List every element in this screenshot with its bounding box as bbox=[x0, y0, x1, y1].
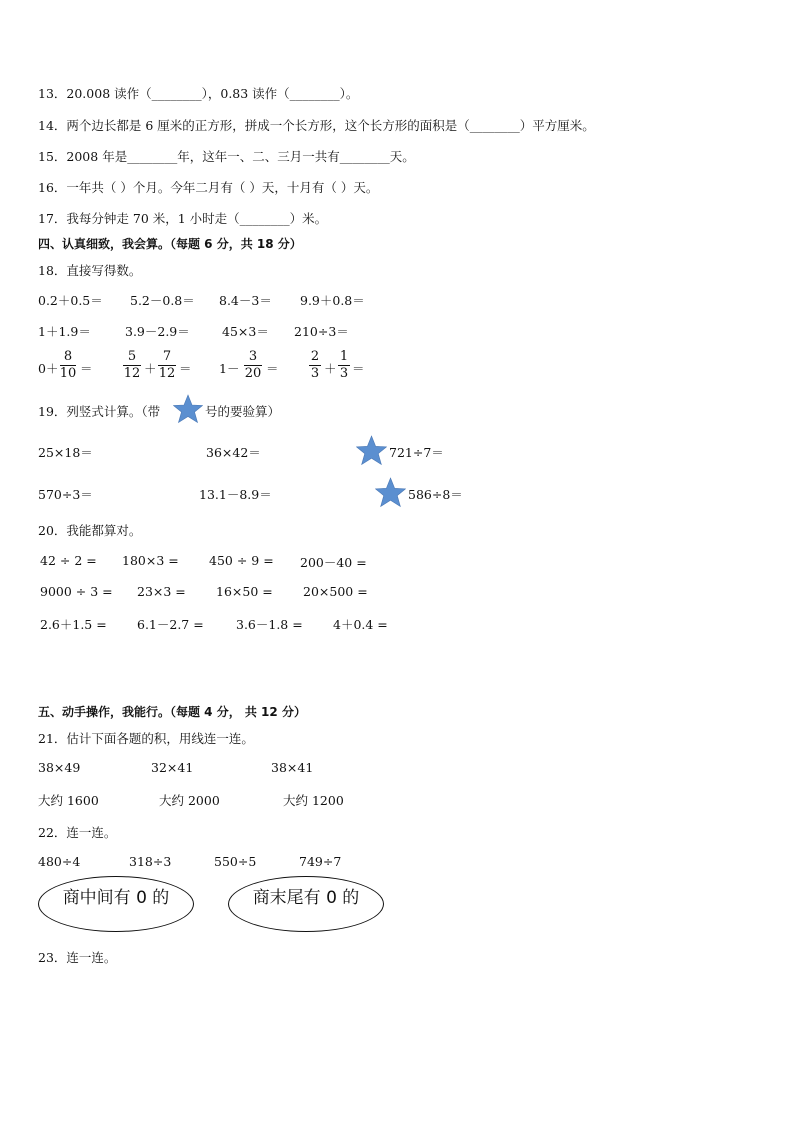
q20-r2-c4: 20×500 = bbox=[303, 584, 368, 599]
q22-expr-4: 749÷7 bbox=[299, 854, 342, 869]
q18-r1-c2: 5.2－0.8＝ bbox=[130, 293, 195, 308]
q19-r2-c1: 570÷3＝ bbox=[38, 487, 93, 502]
q18-frac4-b bbox=[337, 349, 351, 382]
star-icon bbox=[173, 394, 203, 424]
question-16: 16．一年共（ ）个月。今年二月有（ ）天，十月有（ ）天。 bbox=[38, 180, 379, 195]
denominator: 12 bbox=[123, 366, 141, 381]
q19-r2-c2: 13.1－8.9＝ bbox=[199, 487, 272, 502]
oval-label: 商中间有 0 的 bbox=[62, 887, 170, 908]
numerator: 8 bbox=[63, 349, 73, 364]
q20-r3-c2: 6.1－2.7 = bbox=[137, 617, 204, 632]
q18-frac2-suffix: ＝ bbox=[179, 361, 192, 376]
section-4-heading: 四、认真细致，我会算。（每题 6 分，共 18 分） bbox=[38, 237, 302, 251]
q19-r1-c3: 721÷7＝ bbox=[389, 445, 444, 460]
q18-frac2-op: ＋ bbox=[144, 361, 157, 376]
numerator: 2 bbox=[310, 349, 320, 364]
q18-r1-c4: 9.9＋0.8＝ bbox=[300, 293, 365, 308]
question-19-title-start: 19．列竖式计算。（带 bbox=[38, 404, 161, 419]
oval-quotient-end-zero bbox=[228, 876, 384, 932]
question-23-title: 23．连一连。 bbox=[38, 950, 117, 965]
q18-frac3-prefix: 1－ bbox=[219, 361, 240, 376]
q21-answer-3: 大约 1200 bbox=[283, 793, 344, 808]
q18-frac4-suffix: ＝ bbox=[352, 361, 365, 376]
oval-label: 商末尾有 0 的 bbox=[252, 887, 360, 908]
q19-r1-c2: 36×42＝ bbox=[206, 445, 261, 460]
q18-frac1-prefix: 0＋ bbox=[38, 361, 59, 376]
q20-r3-c3: 3.6－1.8 = bbox=[236, 617, 303, 632]
q20-r1-c1: 42 ÷ 2 = bbox=[40, 553, 97, 568]
q18-r2-c4: 210÷3＝ bbox=[294, 324, 349, 339]
q20-r1-c4: 200－40 = bbox=[300, 555, 367, 570]
q20-r2-c2: 23×3 = bbox=[137, 584, 186, 599]
q18-frac3-suffix: ＝ bbox=[266, 361, 279, 376]
q20-r1-c3: 450 ÷ 9 = bbox=[209, 553, 274, 568]
section-5-heading: 五、动手操作，我能行。（每题 4 分， 共 12 分） bbox=[38, 705, 306, 719]
numerator: 5 bbox=[127, 349, 137, 364]
q22-expr-3: 550÷5 bbox=[214, 854, 257, 869]
numerator: 3 bbox=[248, 349, 258, 364]
question-22-title: 22．连一连。 bbox=[38, 825, 117, 840]
q20-r1-c2: 180×3 = bbox=[122, 553, 179, 568]
numerator: 7 bbox=[162, 349, 172, 364]
question-13: 13．20.008 读作（________），0.83 读作（________）。 bbox=[38, 86, 359, 101]
question-17: 17．我每分钟走 70 米，1 小时走（________）米。 bbox=[38, 211, 328, 226]
question-14: 14．两个边长都是 6 厘米的正方形，拼成一个长方形，这个长方形的面积是（________）平方厘米。 bbox=[38, 118, 595, 133]
question-15: 15．2008 年是________年，这年一、二、三月一共有________天。 bbox=[38, 149, 415, 164]
q20-r2-c1: 9000 ÷ 3 = bbox=[40, 584, 113, 599]
q22-expr-1: 480÷4 bbox=[38, 854, 81, 869]
q20-r3-c1: 2.6＋1.5 = bbox=[40, 617, 107, 632]
question-19-title-end: 号的要验算） bbox=[205, 404, 281, 419]
q18-r1-c3: 8.4－3＝ bbox=[219, 293, 272, 308]
star-icon bbox=[375, 477, 406, 508]
q20-r3-c4: 4＋0.4 = bbox=[333, 617, 388, 632]
denominator: 3 bbox=[339, 366, 349, 381]
question-21-title: 21．估计下面各题的积，用线连一连。 bbox=[38, 731, 254, 746]
q20-r2-c3: 16×50 = bbox=[216, 584, 273, 599]
numerator: 1 bbox=[339, 349, 349, 364]
denominator: 12 bbox=[158, 366, 176, 381]
question-20-title: 20．我能都算对。 bbox=[38, 523, 142, 538]
q18-frac1 bbox=[59, 349, 77, 382]
q18-r1-c1: 0.2＋0.5＝ bbox=[38, 293, 103, 308]
question-18-title: 18．直接写得数。 bbox=[38, 263, 142, 278]
q22-expr-2: 318÷3 bbox=[129, 854, 172, 869]
q18-r2-c2: 3.9－2.9＝ bbox=[125, 324, 190, 339]
q18-frac1-suffix: ＝ bbox=[80, 361, 93, 376]
q21-expr-3: 38×41 bbox=[271, 760, 314, 775]
q18-r2-c1: 1＋1.9＝ bbox=[38, 324, 91, 339]
oval-quotient-middle-zero bbox=[38, 876, 194, 932]
q18-frac4-a bbox=[308, 349, 322, 382]
denominator: 10 bbox=[59, 366, 77, 381]
q18-frac4-op: ＋ bbox=[324, 361, 337, 376]
q21-answer-2: 大约 2000 bbox=[159, 793, 220, 808]
q19-r1-c1: 25×18＝ bbox=[38, 445, 93, 460]
denominator: 20 bbox=[244, 366, 262, 381]
star-icon bbox=[356, 435, 387, 466]
q21-answer-1: 大约 1600 bbox=[38, 793, 99, 808]
q18-frac2-a bbox=[122, 349, 142, 382]
q19-r2-c3: 586÷8＝ bbox=[408, 487, 463, 502]
q21-expr-2: 32×41 bbox=[151, 760, 194, 775]
q18-frac2-b bbox=[157, 349, 177, 382]
q21-expr-1: 38×49 bbox=[38, 760, 81, 775]
q18-frac3 bbox=[243, 349, 263, 382]
denominator: 3 bbox=[310, 366, 320, 381]
q18-r2-c3: 45×3＝ bbox=[222, 324, 269, 339]
